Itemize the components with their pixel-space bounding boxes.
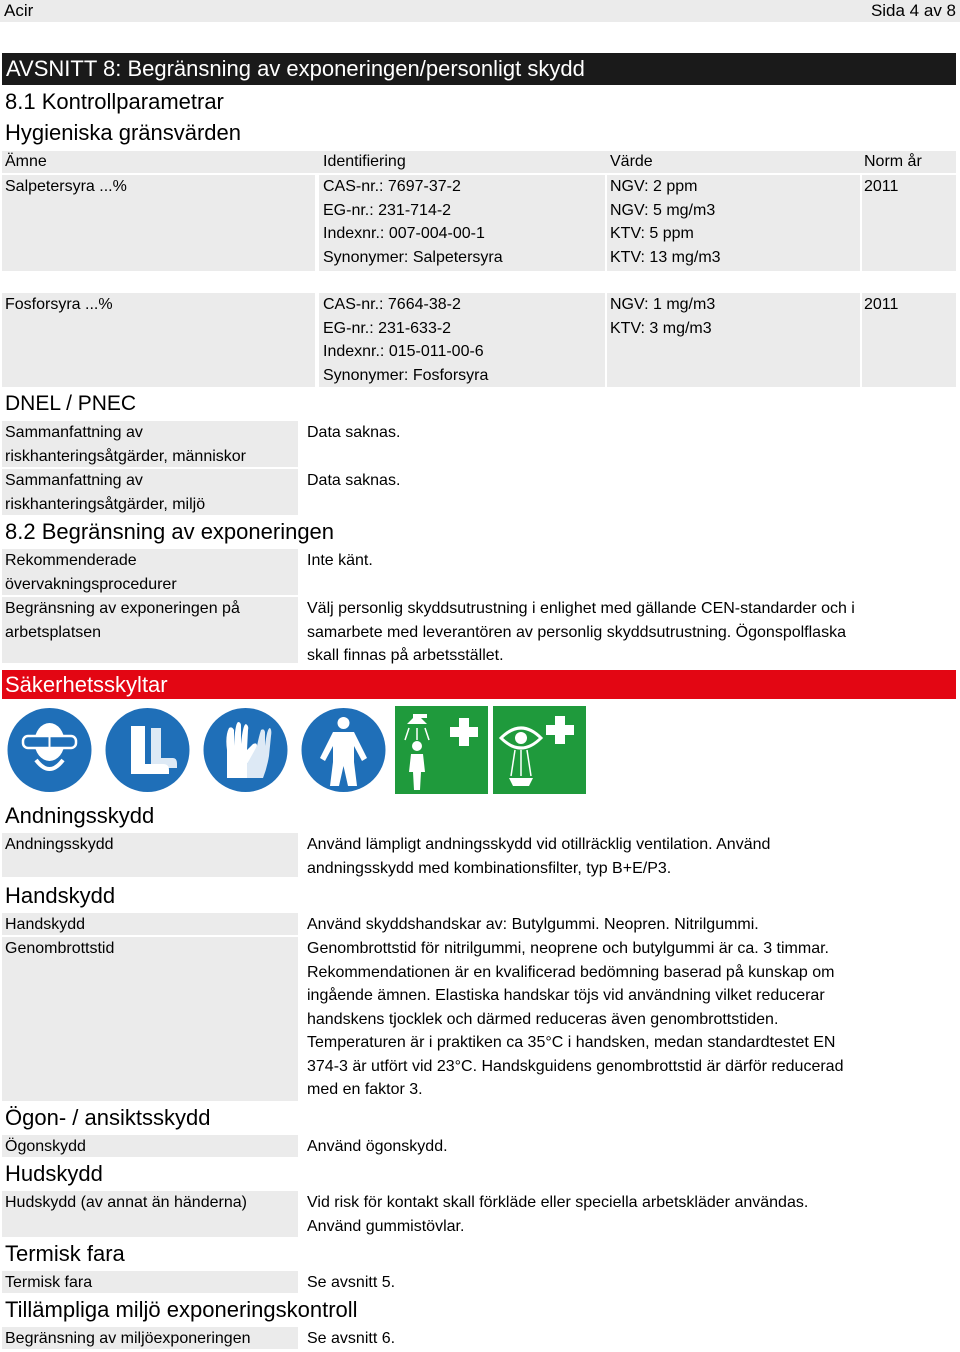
row1-synonym: Synonymer: Salpetersyra <box>323 248 503 266</box>
dnel-human-label: Sammanfattning av riskhanteringsåtgärder, människor <box>5 424 247 465</box>
skin-label: Hudskydd (av annat än händerna) <box>5 1194 247 1211</box>
workplace-value: Välj personlig skyddsutrustning i enlighet med gällande CEN-standarder och i samarbete med leverantören av personlig skyddsutrustning. Ögonspolflaska skall finnas på arbetsstället. <box>307 600 855 664</box>
dnel-human-value: Data saknas. <box>307 424 401 441</box>
respiratory-title: Andningsskydd <box>5 803 155 828</box>
workplace-label: Begränsning av exponeringen på arbetsplatsen <box>5 600 240 641</box>
env-value: Se avsnitt 6. <box>307 1330 396 1347</box>
eyewash-icon <box>493 706 586 794</box>
safety-signs-title-bar <box>2 670 956 699</box>
row2-value: NGV: 1 mg/m3 <box>610 296 716 313</box>
col-substance: Ämne <box>5 153 47 170</box>
gloves-icon <box>199 706 292 794</box>
goggles-icon <box>3 706 96 794</box>
limits-table-header <box>2 151 956 173</box>
breakthrough-label-cell <box>2 937 298 1101</box>
skin-value: Vid risk för kontakt skall förkläde eller speciella arbetskläder användas. Använd gummistövlar. <box>307 1194 809 1235</box>
safety-shower-icon <box>395 706 488 794</box>
skin-title: Hudskydd <box>5 1161 103 1186</box>
row1-ident-list <box>323 175 503 269</box>
row2-index: Indexnr.: 015-011-00-6 <box>323 343 484 360</box>
respiratory-value: Använd lämpligt andningsskydd vid otillräcklig ventilation. Använd andningsskydd med kombinationsfilter, typ B+E/P3. <box>307 836 771 877</box>
breakthrough-value: Genombrottstid för nitrilgummi, neoprene och butylgummi är ca. 3 timmar. Rekommendationen är en kvalificerad bedömning baserad på kunskap om ingående ämnen. Elastiska handskar töjs vid användning vilket reducerar handskens tjocklek och därmed reduceras även genombrottstiden. Temperaturen är i praktiken ca 35°C i handsken, medan standardtestet EN 374-3 är utfört vid 23°C. Handskguidens genombrottstid är därför reducerad med en faktor 3. <box>307 940 844 1098</box>
col-value: Värde <box>610 153 653 170</box>
row2-year: 2011 <box>864 296 899 313</box>
env-label: Begränsning av miljöexponeringen <box>5 1330 251 1347</box>
row1-value: KTV: 5 ppm <box>610 225 694 242</box>
row1-value-list <box>610 175 721 269</box>
hand-value: Använd skyddshandskar av: Butylgummi. Neopren. Nitrilgummi. <box>307 916 759 933</box>
company-name: Acir <box>4 1 34 20</box>
page-header <box>0 0 960 22</box>
row1-eg: EG-nr.: 231-714-2 <box>323 201 452 219</box>
eye-label: Ögonskydd <box>5 1138 86 1155</box>
row2-ident-list <box>323 293 488 387</box>
subsection-8-2-title: 8.2 Begränsning av exponeringen <box>5 519 335 544</box>
section-title-bar <box>2 53 956 85</box>
thermal-label: Termisk fara <box>5 1274 93 1291</box>
dnel-env-label: Sammanfattning av riskhanteringsåtgärder, miljö <box>5 472 206 513</box>
row2-substance: Fosforsyra ...% <box>5 296 113 313</box>
row2-value-list <box>610 293 715 340</box>
row1-value: KTV: 13 mg/m3 <box>610 248 721 266</box>
row1-cas: CAS-nr.: 7697-37-2 <box>323 178 461 195</box>
thermal-title: Termisk fara <box>5 1241 125 1266</box>
thermal-value: Se avsnitt 5. <box>307 1274 396 1291</box>
row2-cas: CAS-nr.: 7664-38-2 <box>323 296 461 313</box>
monitoring-label: Rekommenderade övervakningsprocedurer <box>5 552 177 593</box>
row2-value: KTV: 3 mg/m3 <box>610 319 712 337</box>
subsection-8-1-title: 8.1 Kontrollparametrar <box>5 89 224 114</box>
boots-icon <box>101 706 194 794</box>
section-title: AVSNITT 8: Begränsning av exponeringen/personligt skydd <box>6 56 585 81</box>
monitoring-value: Inte känt. <box>307 552 373 569</box>
row2-eg: EG-nr.: 231-633-2 <box>323 319 452 337</box>
dnel-env-value: Data saknas. <box>307 472 401 489</box>
row1-index: Indexnr.: 007-004-00-1 <box>323 225 485 242</box>
row1-value: NGV: 2 ppm <box>610 178 698 195</box>
row1-substance: Salpetersyra ...% <box>5 178 127 195</box>
dnel-title: DNEL / PNEC <box>5 392 137 415</box>
col-year: Norm år <box>864 153 922 170</box>
respiratory-label: Andningsskydd <box>5 836 114 853</box>
row1-year: 2011 <box>864 178 899 195</box>
col-identification: Identifiering <box>323 153 406 170</box>
eye-value: Använd ögonskydd. <box>307 1138 448 1155</box>
safety-signs-title: Säkerhetsskyltar <box>5 672 168 697</box>
hand-title: Handskydd <box>5 883 116 908</box>
eye-title: Ögon- / ansiktsskydd <box>5 1105 211 1130</box>
row1-value: NGV: 5 mg/m3 <box>610 201 716 219</box>
row2-synonym: Synonymer: Fosforsyra <box>323 366 489 384</box>
coverall-icon <box>297 706 390 794</box>
env-title: Tillämpliga miljö exponeringskontroll <box>5 1297 358 1322</box>
hygiene-limits-title: Hygieniska gränsvärden <box>5 120 242 145</box>
page-number: Sida 4 av 8 <box>870 1 956 20</box>
hand-label: Handskydd <box>5 916 86 933</box>
breakthrough-label: Genombrottstid <box>5 940 115 957</box>
